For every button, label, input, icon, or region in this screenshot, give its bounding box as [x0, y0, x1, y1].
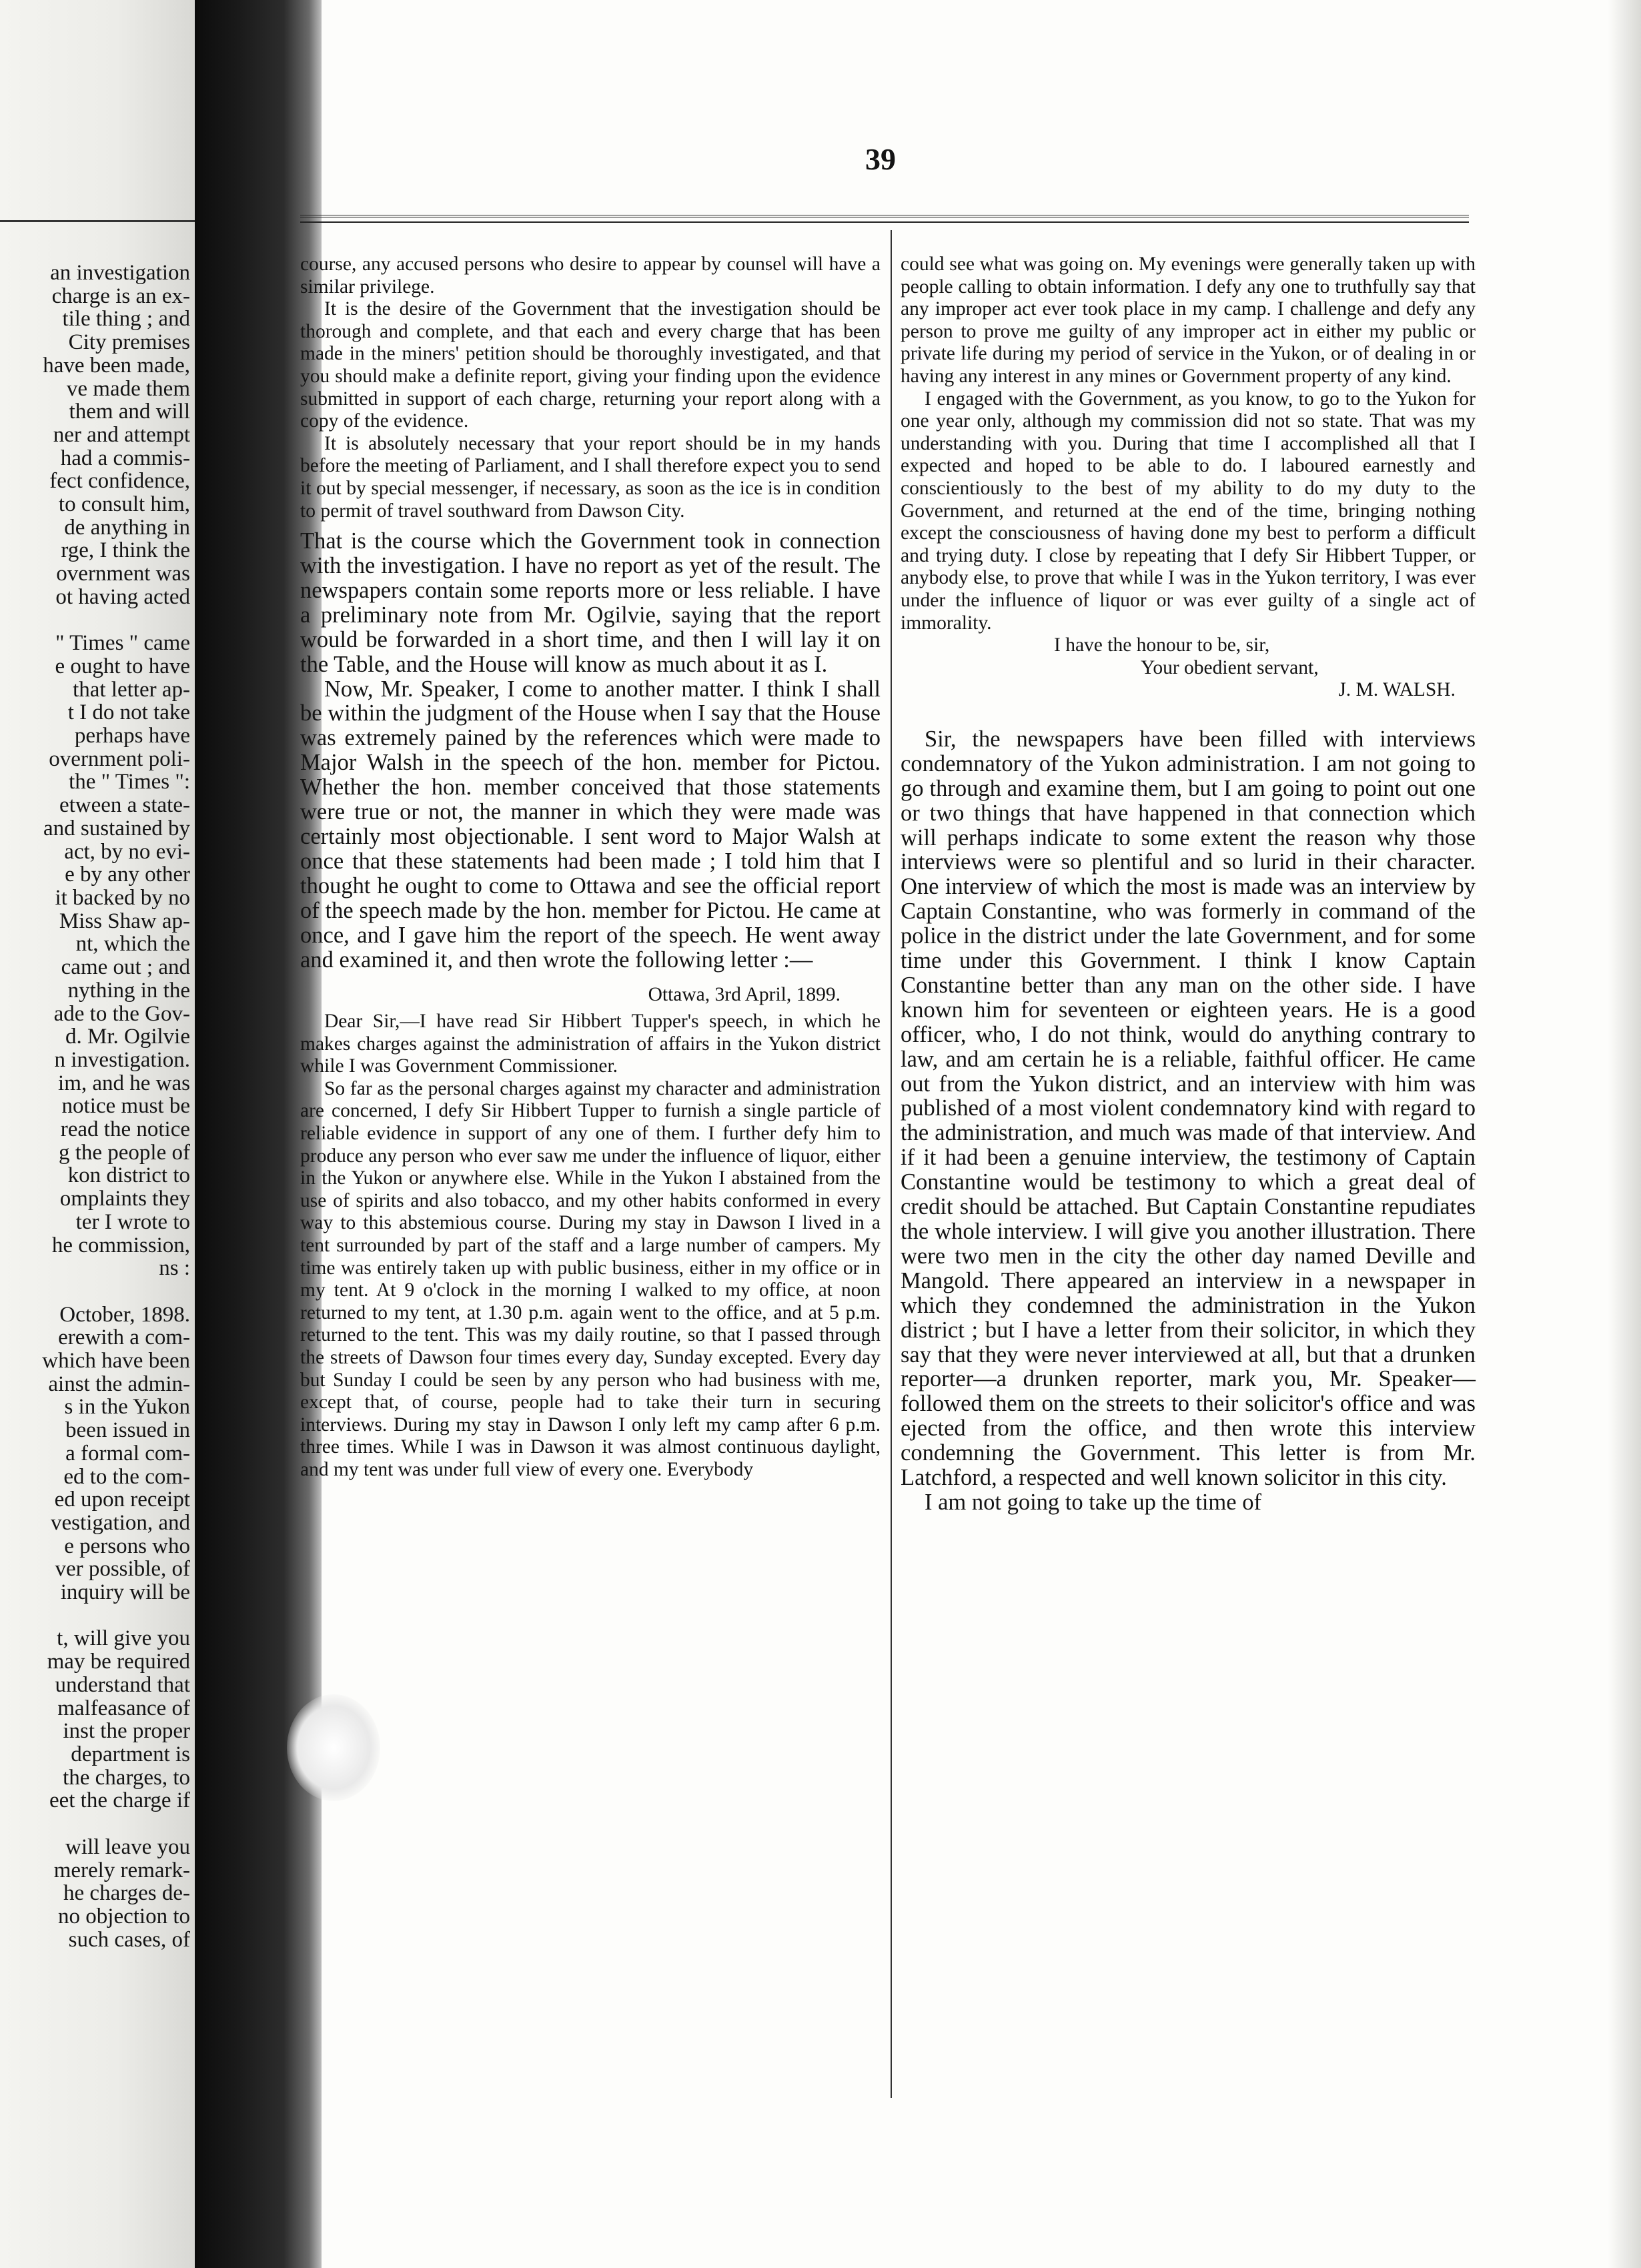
previous-page-line: ter I wrote to	[75, 1209, 190, 1234]
previous-page-line: no objection to	[58, 1904, 190, 1928]
previous-page-line: may be required	[47, 1650, 190, 1674]
previous-page-line: have been made,	[43, 353, 190, 378]
previous-page-line: ns :	[159, 1256, 190, 1281]
previous-page-line: t, will give you	[57, 1626, 190, 1651]
previous-page-line: s in the Yukon	[64, 1395, 190, 1420]
previous-page-line: merely remark-	[53, 1858, 190, 1882]
previous-page-line: perhaps have	[74, 724, 190, 748]
walsh-letter-paragraph: So far as the personal charges against my character and administration are concerned, I defy Sir Hibbert Tupper to furnish a single particle of reliable evidence in support of any one of them. I further defy him to produce any person who ever saw me under the influence of liquor, either in the Yukon or anywhere else. While in the Yukon I abstained from the use of spirits and also tobacco, and my other habits conformed in every way to this abstemious course. During my stay in Dawson I lived in a tent surrounded by part of the staff and a large number of campers. My time was entirely taken up with public business, either in my office or in my tent. At 9 o'clock in the morning I walked to my office, at noon returned to my tent, at 1.30 p.m. again went to the office, and at 5 p.m. returned to the tent. This was my daily routine, so that I passed through the streets of Dawson four times every day, Sunday excepted. Every day but Sunday I could be seen by any person who had business with me, except that, of course, people had to take their turn in securing interviews. During my stay in Dawson I only left my camp after 6 p.m. three times. While I was in Dawson it was almost continuous daylight, and my tent was under full view of every one. Everybody	[300, 1077, 881, 1480]
page-number: 39	[865, 142, 896, 176]
previous-page-line: which have been	[42, 1349, 190, 1373]
closing-servant: Your obedient servant,	[1141, 656, 1319, 678]
previous-page-line: ed upon receipt	[54, 1488, 190, 1512]
previous-page-line: ade to the Gov-	[53, 1001, 190, 1026]
previous-page-line: charge is an ex-	[51, 284, 190, 308]
page-edge-shadow	[1608, 0, 1641, 2268]
previous-page-line: nt, which the	[75, 932, 190, 957]
speech-paragraph: Sir, the newspapers have been filled with interviews condemnatory of the Yukon administration. I am not going to go through and examine them, but I am going to point out one or two things that have happened in that connection which will perhaps indicate to some extent the reason why those interviews were so plentiful and so lurid in their character. One interview of which the most is made was an interview by Captain Constantine, who was formerly in command of the police in the district under the late Government, and for some time under this Government. I think I know Captain Constantine better than any man on the other side. I have known him for seventeen or eighteen years. He is a good officer, who, I do not think, would do anything contrary to law, and am certain he is a reliable, faithful officer. He came out from the Yukon district, and an interview with him was published of a most violent condemnatory kind with regard to the administration, and much was made of that interview. And if it had been a genuine interview, the testimony of Captain Constantine would be testimony to which a great deal of credit should be attached. But Captain Constantine repudiates the whole interview. I will give you another illustration. There were two men in the city the other day named Deville and Mangold. There appeared an interview in a newspaper in which they condemned the administration in the Yukon district ; but I have a letter from their solicitor, in which they say that they were never interviewed at all, but that a drunken reporter—a drunken reporter, mark you, Mr. Speaker—followed them on the streets to their solicitor's office and was ejected from the office, and then wrote this interview condemning the Government. This letter is from Mr. Latchford, a respected and well known solicitor in this city.	[901, 726, 1476, 1491]
previous-page-line: notice must be	[61, 1094, 190, 1119]
previous-page-line: to consult him,	[58, 492, 190, 517]
letter-closing	[901, 634, 1476, 702]
previous-page-line: read the notice	[60, 1117, 190, 1142]
previous-page-line	[0, 1604, 190, 1628]
previous-page-line: the charges, to	[63, 1765, 190, 1790]
previous-page-line: n investigation.	[54, 1047, 190, 1072]
previous-page-line: g the people of	[58, 1140, 190, 1165]
letter-paragraph: It is absolutely necessary that your report should be in my hands before the meeting of Parliament, and I shall therefore expect you to send it out by special messenger, if necessary, as soon as the ice is in condition to permit of travel southward from Dawson City.	[300, 432, 881, 522]
previous-page-line: inst the proper	[63, 1719, 190, 1744]
previous-page-line: nything in the	[67, 978, 190, 1003]
previous-page-line: understand that	[55, 1672, 190, 1697]
previous-page-line: October, 1898.	[59, 1302, 190, 1327]
previous-page-line: department is	[71, 1742, 190, 1766]
previous-page-line: fect confidence,	[49, 469, 190, 494]
previous-page-line: vestigation, and	[51, 1510, 190, 1535]
previous-page-line: t I do not take	[67, 700, 190, 725]
previous-page-rule	[0, 220, 195, 222]
previous-page-line: etween a state-	[59, 793, 190, 818]
left-column	[300, 253, 881, 1482]
previous-page-line: an investigation	[50, 261, 190, 285]
previous-page-line: that letter ap-	[73, 677, 190, 702]
letter-paragraph: It is the desire of the Government that the investigation should be thorough and complete, and that each and every charge that has been made in the miners' petition should be thoroughly investigated, and that you should make a definite report, giving your finding upon the evidence submitted in support of each charge, returning your report along with a copy of the evidence.	[300, 298, 881, 432]
previous-page-line: omplaints they	[59, 1187, 190, 1211]
previous-page-line: de anything in	[64, 515, 190, 540]
previous-page-line: City premises	[68, 330, 190, 355]
previous-page-line: and sustained by	[43, 816, 190, 840]
speech-paragraph: That is the course which the Government took in connection with the investigation. I have no report as yet of the result. The newspapers contain some reports more or less reliable. I have a preliminary note from Mr. Ogilvie, saying that the report would be forwarded in a short time, and then I will lay it on the Table, and the House will know as much about it as I.	[300, 528, 881, 677]
previous-page-line: ner and attempt	[53, 422, 190, 447]
previous-page-line: act, by no evi-	[64, 839, 190, 864]
previous-page-line	[0, 1812, 190, 1836]
letter-paragraph: could see what was going on. My evenings were generally taken up with people calling to obtain information. I defy any one to truthfully say that any improper act ever took place in my camp. I challenge and defy any person to prove me guilty of any improper act in either my public or private life during my period of service in the Yukon, or of dealing in or having any interest in any mines or Government property of any kind.	[901, 253, 1476, 387]
previous-page-line: ver possible, of	[55, 1557, 190, 1582]
speech-paragraph: I am not going to take up the time of	[925, 1489, 1261, 1515]
previous-page-line: e by any other	[65, 863, 190, 887]
previous-page-line	[0, 609, 190, 632]
previous-page-line: ainst the admin-	[48, 1371, 190, 1396]
previous-page-line: eet the charge if	[49, 1788, 190, 1813]
previous-page-line: overnment poli-	[49, 746, 190, 771]
previous-page-line: im, and he was	[58, 1071, 190, 1095]
previous-page-text	[0, 261, 190, 1951]
previous-page-line: tile thing ; and	[62, 307, 190, 332]
walsh-letter-paragraph: Dear Sir,—I have read Sir Hibbert Tupper's speech, in which he makes charges against the administration of affairs in the Yukon district while I was Government Commissioner.	[300, 1011, 881, 1077]
previous-page-line: he commission,	[51, 1233, 190, 1257]
previous-page-line	[0, 1280, 190, 1303]
previous-page-line: rge, I think the	[61, 538, 190, 563]
previous-page-line: ot having acted	[55, 584, 190, 609]
previous-page-line: them and will	[69, 400, 190, 424]
previous-page-line: it backed by no	[55, 885, 190, 910]
previous-page-edge	[0, 0, 195, 2268]
previous-page-line: e ought to have	[55, 654, 190, 678]
previous-page-line: the " Times ":	[69, 770, 190, 794]
previous-page-line: Miss Shaw ap-	[59, 909, 190, 933]
previous-page-line: malfeasance of	[57, 1696, 190, 1720]
previous-page-line: a formal com-	[65, 1441, 190, 1466]
letter-paragraph: course, any accused persons who desire to appear by counsel will have a similar privilege.	[300, 253, 881, 298]
header-rule	[300, 215, 1469, 223]
previous-page-line: such cases, of	[68, 1927, 190, 1952]
previous-page-line: kon district to	[67, 1163, 190, 1188]
previous-page-line: e persons who	[64, 1534, 190, 1558]
previous-page-line: d. Mr. Ogilvie	[65, 1025, 190, 1049]
previous-page-line: came out ; and	[61, 955, 190, 980]
previous-page-line: he charges de-	[63, 1881, 190, 1906]
signature: J. M. WALSH.	[1338, 679, 1456, 701]
previous-page-line: inquiry will be	[60, 1580, 190, 1605]
previous-page-line: overnment was	[56, 562, 190, 586]
letter-dateline: Ottawa, 3rd April, 1899.	[648, 984, 841, 1006]
closing-salutation: I have the honour to be, sir,	[1054, 634, 1270, 656]
column-divider	[891, 230, 892, 2098]
speech-paragraph: Now, Mr. Speaker, I come to another matter. I think I shall be within the judgment of the House when I say that the House was extremely pained by the references which were made to Major Walsh in the speech of the hon. member for Pictou. Whether the hon. member conceived that those statements were true or not, the manner in which they were made was certainly most objectionable. I sent word to Major Walsh at once that these statements had been made ; I told him that I thought he ought to come to Ottawa and see the official report of the speech made by the hon. member for Pictou. He came at once, and I gave him the report of the speech. He went away and examined it, and then wrote the following letter :—	[300, 676, 881, 973]
previous-page-line: erewith a com-	[58, 1325, 190, 1350]
previous-page-line: " Times " came	[55, 631, 190, 656]
right-column	[901, 253, 1476, 1515]
previous-page-line: ve made them	[66, 376, 190, 401]
previous-page-line: been issued in	[65, 1418, 190, 1443]
paper-stain	[287, 1694, 380, 1801]
previous-page-line: will leave you	[65, 1834, 190, 1859]
previous-page-line: ed to the com-	[63, 1464, 190, 1489]
letter-paragraph: I engaged with the Government, as you know, to go to the Yukon for one year only, although my commission did not so state. That was my understanding with you. During that time I accomplished all that I expected and hoped to be able to do. I laboured earnestly and conscientiously to the best of my ability to do my duty to the Government, and returned at the end of the time, bringing nothing except the consciousness of having done my best to perform a difficult and trying duty. I close by repeating that I defy Sir Hibbert Tupper, or anybody else, to prove that while I was in the Yukon territory, I was ever under the influence of liquor or was ever guilty of a single act of immorality.	[901, 388, 1476, 634]
previous-page-line: had a commis-	[60, 446, 190, 470]
